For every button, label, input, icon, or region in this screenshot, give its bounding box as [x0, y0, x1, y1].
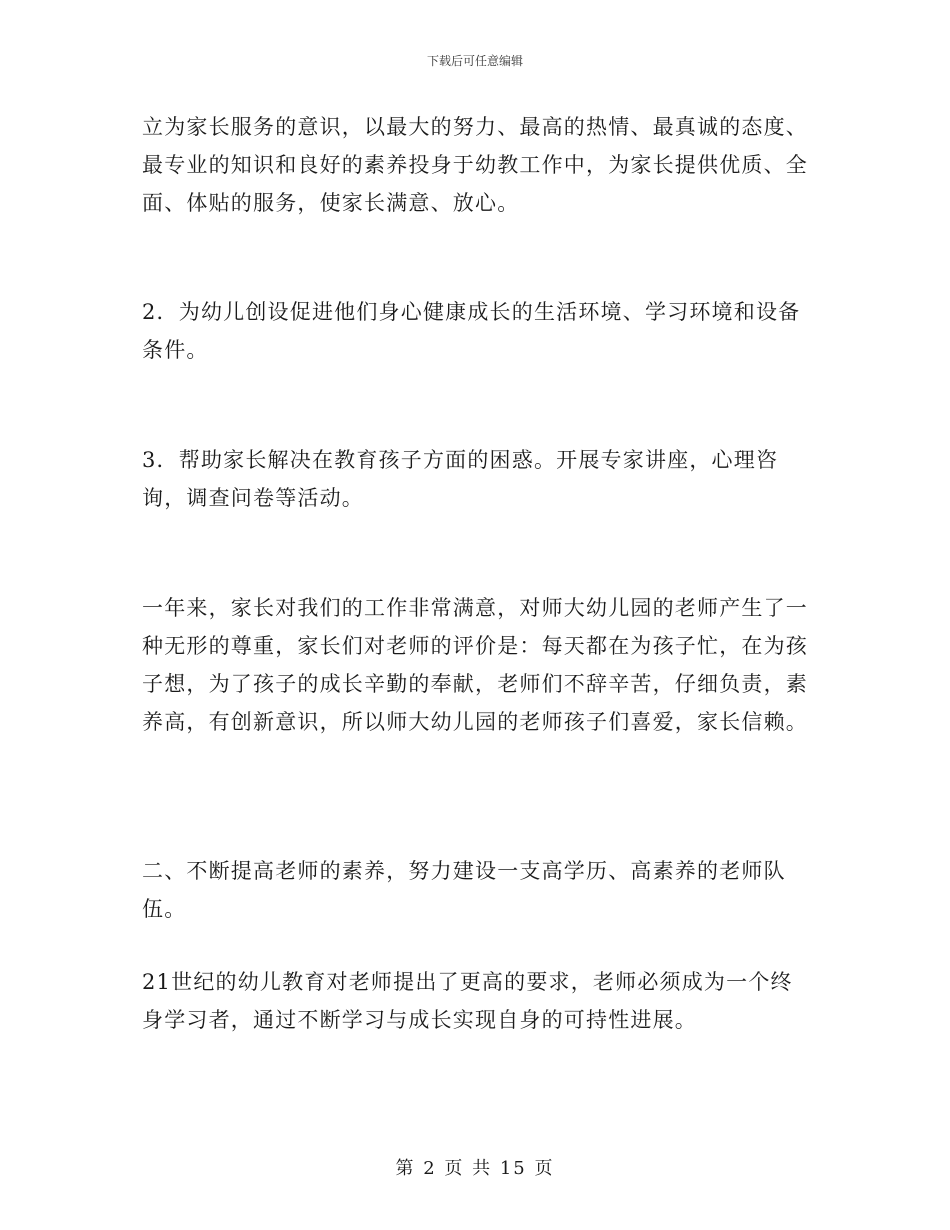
section-heading-teacher-quality: 二、不断提高老师的素养，努力建设一支高学历、高素养的老师队伍。 — [142, 859, 786, 921]
paragraph-21st-century: 21世纪的幼儿教育对老师提出了更高的要求，老师必须成为一个终身学习者，通过不断学习与成长实现自身的可持性进展。 — [142, 970, 793, 1032]
paragraph-parent-feedback: 一年来，家长对我们的工作非常满意，对师大幼儿园的老师产生了一种无形的尊重，家长们对老师的评价是：每天都在为孩子忙，在为孩子想，为了孩子的成长辛勤的奉献，老师们不辞辛苦，仔细负责，素养高，有创新意识，所以师大幼儿园的老师孩子们喜爱，家长信赖。 — [142, 596, 808, 734]
page-footer: 第 2 页 共 15 页 — [395, 1158, 555, 1179]
paragraph-item-3: 3．帮助家长解决在教育孩子方面的困惑。开展专家讲座，心理咨询，调查问卷等活动。 — [142, 448, 779, 510]
page-header: 下载后可任意编辑 — [426, 54, 523, 68]
paragraph-service-awareness: 立为家长服务的意识，以最大的努力、最高的热情、最真诚的态度、最专业的知识和良好的素养投身于幼教工作中，为家长提供优质、全面、体贴的服务，使家长满意、放心。 — [142, 115, 808, 215]
paragraph-item-2: 2．为幼儿创设促进他们身心健康成长的生活环境、学习环境和设备条件。 — [142, 300, 801, 362]
